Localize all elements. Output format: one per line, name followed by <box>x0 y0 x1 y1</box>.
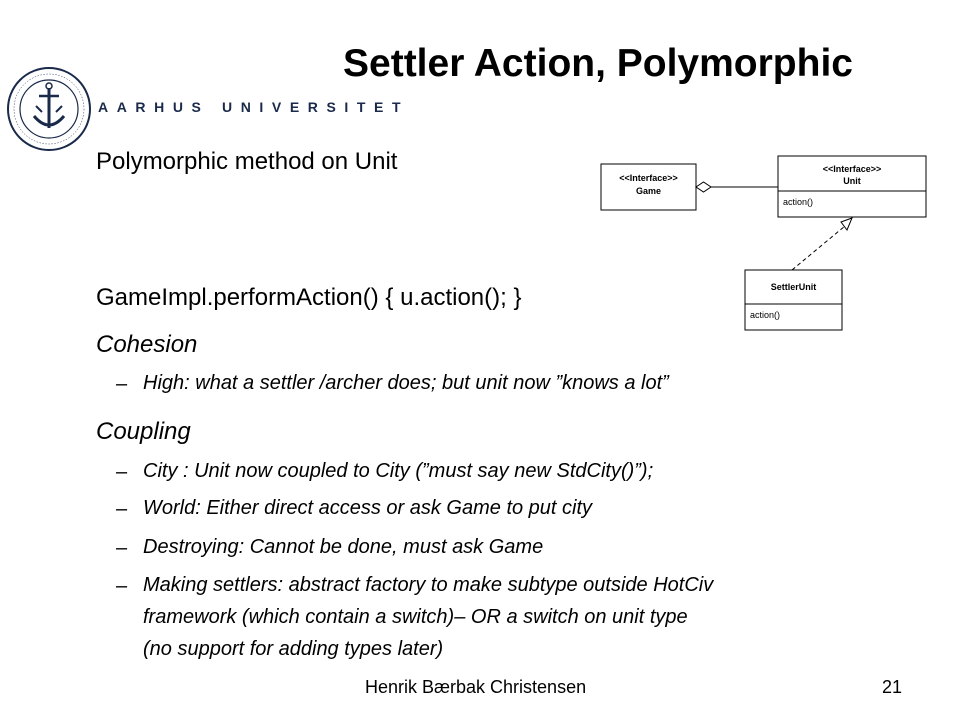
dash-marker: – <box>116 575 128 597</box>
dash-marker: – <box>116 537 128 559</box>
settlerunit-name: SettlerUnit <box>770 282 817 292</box>
coupling-item-world: World: Either direct access or ask Game to put city <box>143 497 593 519</box>
unit-stereotype: <<Interface>> <box>822 164 882 174</box>
page-number: 21 <box>882 677 903 697</box>
aggregation-diamond <box>696 182 711 192</box>
coupling-item-city: City : Unit now coupled to City (”must say new StdCity()”); <box>143 460 654 482</box>
cohesion-heading: Cohesion <box>96 331 198 358</box>
game-name: Game <box>635 186 662 196</box>
settlerunit-method: action() <box>750 310 781 320</box>
coupling-item-destroying: Destroying: Cannot be done, must ask Game <box>143 536 544 558</box>
cohesion-item: High: what a settler /archer does; but unit now ”knows a lot” <box>143 372 669 394</box>
game-stereotype: <<Interface>> <box>619 173 678 183</box>
coupling-heading: Coupling <box>96 418 191 445</box>
dash-marker: – <box>116 373 128 395</box>
uml-game-interface <box>601 164 696 210</box>
uml-class-diagram <box>595 150 935 335</box>
bullet-code-line: GameImpl.performAction() { u.action(); } <box>96 284 522 311</box>
footer-author: Henrik Bærbak Christensen <box>365 677 587 697</box>
uml-unit-interface <box>778 156 926 217</box>
uml-settlerunit-class <box>745 270 842 330</box>
bullet-polymorphic-method: Polymorphic method on Unit <box>96 148 398 175</box>
coupling-item-making-settlers-line1: Making settlers: abstract factory to make subtype outside HotCiv <box>143 574 714 596</box>
coupling-item-making-settlers-line2: framework (which contain a switch)– OR a switch on unit type <box>143 606 688 628</box>
unit-name: Unit <box>843 176 861 186</box>
slide-title: Settler Action, Polymorphic <box>343 42 853 85</box>
university-name: AARHUS UNIVERSITET <box>98 99 410 115</box>
coupling-item-making-settlers-line3: (no support for adding types later) <box>143 638 444 660</box>
aarhus-seal-logo <box>6 66 92 152</box>
realization-line <box>792 226 845 270</box>
unit-method: action() <box>783 197 814 207</box>
dash-marker: – <box>116 498 128 520</box>
dash-marker: – <box>116 461 128 483</box>
